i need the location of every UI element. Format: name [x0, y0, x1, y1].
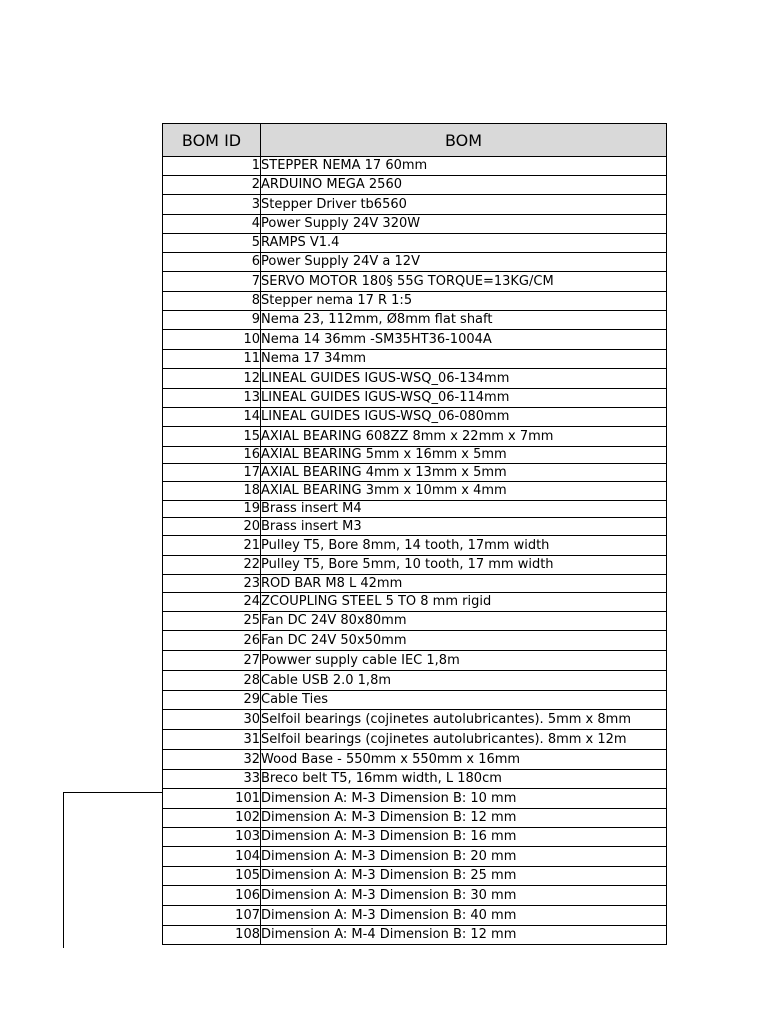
table-row	[163, 789, 667, 809]
table-row	[163, 447, 667, 464]
bom-description-cell: Selfoil bearings (cojinetes autolubricantes). 5mm x 8mm	[261, 710, 667, 730]
bom-id-cell: 103	[163, 828, 261, 847]
table-row	[163, 730, 667, 750]
bom-description-cell: Dimension A: M-3 Dimension B: 40 mm	[261, 906, 667, 926]
bom-id-cell: 21	[163, 536, 261, 556]
table-row	[163, 389, 667, 408]
bom-id-cell: 108	[163, 926, 261, 945]
bom-id-cell: 11	[163, 350, 261, 369]
table-row	[163, 847, 667, 867]
bom-description-cell: Stepper Driver tb6560	[261, 195, 667, 215]
bom-description-cell: Dimension A: M-3 Dimension B: 25 mm	[261, 867, 667, 886]
table-row	[163, 750, 667, 770]
table-row	[163, 311, 667, 330]
table-row	[163, 292, 667, 311]
bom-description-cell: Power Supply 24V a 12V	[261, 253, 667, 272]
bom-description-cell: Pulley T5, Bore 5mm, 10 tooth, 17 mm width	[261, 556, 667, 575]
table-row	[163, 427, 667, 447]
bom-description-cell: ZCOUPLING STEEL 5 TO 8 mm rigid	[261, 593, 667, 612]
bom-table	[162, 123, 667, 945]
bom-id-cell: 10	[163, 330, 261, 350]
table-row	[163, 215, 667, 234]
bom-table-body	[163, 157, 667, 945]
table-row	[163, 482, 667, 501]
table-row	[163, 234, 667, 253]
bom-description-cell: Cable Ties	[261, 691, 667, 710]
table-row	[163, 651, 667, 671]
bom-description-cell: Stepper nema 17 R 1:5	[261, 292, 667, 311]
table-row	[163, 253, 667, 272]
bom-description-cell: Cable USB 2.0 1,8m	[261, 671, 667, 691]
table-row	[163, 612, 667, 631]
bom-id-cell: 26	[163, 631, 261, 651]
bom-id-cell: 4	[163, 215, 261, 234]
bom-id-cell: 105	[163, 867, 261, 886]
bom-description-cell: AXIAL BEARING 5mm x 16mm x 5mm	[261, 447, 667, 464]
bom-description-cell: Pulley T5, Bore 8mm, 14 tooth, 17mm width	[261, 536, 667, 556]
table-row	[163, 408, 667, 427]
bom-description-cell: RAMPS V1.4	[261, 234, 667, 253]
header-bom-id: BOM ID	[163, 124, 261, 157]
bom-description-cell: Fan DC 24V 80x80mm	[261, 612, 667, 631]
bom-id-cell: 23	[163, 575, 261, 593]
bom-id-cell: 29	[163, 691, 261, 710]
bom-id-cell: 16	[163, 447, 261, 464]
bom-description-cell: Fan DC 24V 50x50mm	[261, 631, 667, 651]
bom-description-cell: Dimension A: M-3 Dimension B: 30 mm	[261, 886, 667, 906]
bom-id-cell: 27	[163, 651, 261, 671]
table-row	[163, 501, 667, 518]
table-row	[163, 350, 667, 369]
bom-id-cell: 19	[163, 501, 261, 518]
bom-id-cell: 15	[163, 427, 261, 447]
bom-id-cell: 6	[163, 253, 261, 272]
bom-description-cell: ROD BAR M8 L 42mm	[261, 575, 667, 593]
bom-description-cell: Nema 17 34mm	[261, 350, 667, 369]
bom-description-cell: LINEAL GUIDES IGUS-WSQ_06-134mm	[261, 369, 667, 389]
bom-id-cell: 7	[163, 272, 261, 292]
bom-description-cell: LINEAL GUIDES IGUS-WSQ_06-080mm	[261, 408, 667, 427]
table-row	[163, 770, 667, 789]
bom-id-cell: 31	[163, 730, 261, 750]
bom-description-cell: Dimension A: M-3 Dimension B: 10 mm	[261, 789, 667, 809]
bom-id-cell: 3	[163, 195, 261, 215]
table-row	[163, 886, 667, 906]
bom-description-cell: Nema 23, 112mm, Ø8mm flat shaft	[261, 311, 667, 330]
bom-description-cell: AXIAL BEARING 608ZZ 8mm x 22mm x 7mm	[261, 427, 667, 447]
bom-description-cell: Dimension A: M-4 Dimension B: 12 mm	[261, 926, 667, 945]
table-row	[163, 691, 667, 710]
bom-id-cell: 5	[163, 234, 261, 253]
table-row	[163, 575, 667, 593]
bom-description-cell: ARDUINO MEGA 2560	[261, 176, 667, 195]
bom-id-cell: 2	[163, 176, 261, 195]
table-row	[163, 710, 667, 730]
bom-id-cell: 17	[163, 464, 261, 482]
bom-id-cell: 107	[163, 906, 261, 926]
table-row	[163, 464, 667, 482]
bom-id-cell: 14	[163, 408, 261, 427]
bom-description-cell: STEPPER NEMA 17 60mm	[261, 157, 667, 176]
bom-description-cell: LINEAL GUIDES IGUS-WSQ_06-114mm	[261, 389, 667, 408]
bom-id-cell: 12	[163, 369, 261, 389]
bom-description-cell: Power Supply 24V 320W	[261, 215, 667, 234]
table-row	[163, 369, 667, 389]
table-row	[163, 536, 667, 556]
table-row	[163, 272, 667, 292]
table-row	[163, 906, 667, 926]
bom-description-cell: Brass insert M4	[261, 501, 667, 518]
bom-description-cell: Dimension A: M-3 Dimension B: 12 mm	[261, 809, 667, 828]
bom-id-cell: 28	[163, 671, 261, 691]
bom-id-cell: 8	[163, 292, 261, 311]
bom-id-cell: 101	[163, 789, 261, 809]
table-row	[163, 593, 667, 612]
table-row	[163, 867, 667, 886]
bom-id-cell: 33	[163, 770, 261, 789]
bom-description-cell: Selfoil bearings (cojinetes autolubricantes). 8mm x 12m	[261, 730, 667, 750]
bom-description-cell: Dimension A: M-3 Dimension B: 16 mm	[261, 828, 667, 847]
table-row	[163, 926, 667, 945]
table-row	[163, 556, 667, 575]
table-row	[163, 195, 667, 215]
bom-description-cell: AXIAL BEARING 3mm x 10mm x 4mm	[261, 482, 667, 501]
bom-id-cell: 24	[163, 593, 261, 612]
bom-id-cell: 22	[163, 556, 261, 575]
grouping-bracket-line	[63, 792, 162, 948]
header-row	[163, 124, 667, 157]
bom-description-cell: SERVO MOTOR 180§ 55G TORQUE=13KG/CM	[261, 272, 667, 292]
bom-description-cell: Brass insert M3	[261, 518, 667, 536]
bom-id-cell: 1	[163, 157, 261, 176]
bom-id-cell: 30	[163, 710, 261, 730]
bom-description-cell: Nema 14 36mm -SM35HT36-1004A	[261, 330, 667, 350]
table-row	[163, 157, 667, 176]
bom-id-cell: 106	[163, 886, 261, 906]
table-row	[163, 828, 667, 847]
bom-id-cell: 18	[163, 482, 261, 501]
table-row	[163, 809, 667, 828]
bom-description-cell: Wood Base - 550mm x 550mm x 16mm	[261, 750, 667, 770]
bom-id-cell: 102	[163, 809, 261, 828]
bom-description-cell: Powwer supply cable IEC 1,8m	[261, 651, 667, 671]
bom-id-cell: 25	[163, 612, 261, 631]
bom-id-cell: 20	[163, 518, 261, 536]
bom-description-cell: Breco belt T5, 16mm width, L 180cm	[261, 770, 667, 789]
table-row	[163, 518, 667, 536]
header-bom: BOM	[261, 124, 667, 157]
bom-id-cell: 32	[163, 750, 261, 770]
table-row	[163, 631, 667, 651]
table-row	[163, 671, 667, 691]
table-row	[163, 330, 667, 350]
bom-description-cell: Dimension A: M-3 Dimension B: 20 mm	[261, 847, 667, 867]
table-row	[163, 176, 667, 195]
bom-description-cell: AXIAL BEARING 4mm x 13mm x 5mm	[261, 464, 667, 482]
bom-id-cell: 104	[163, 847, 261, 867]
bom-id-cell: 9	[163, 311, 261, 330]
bom-id-cell: 13	[163, 389, 261, 408]
